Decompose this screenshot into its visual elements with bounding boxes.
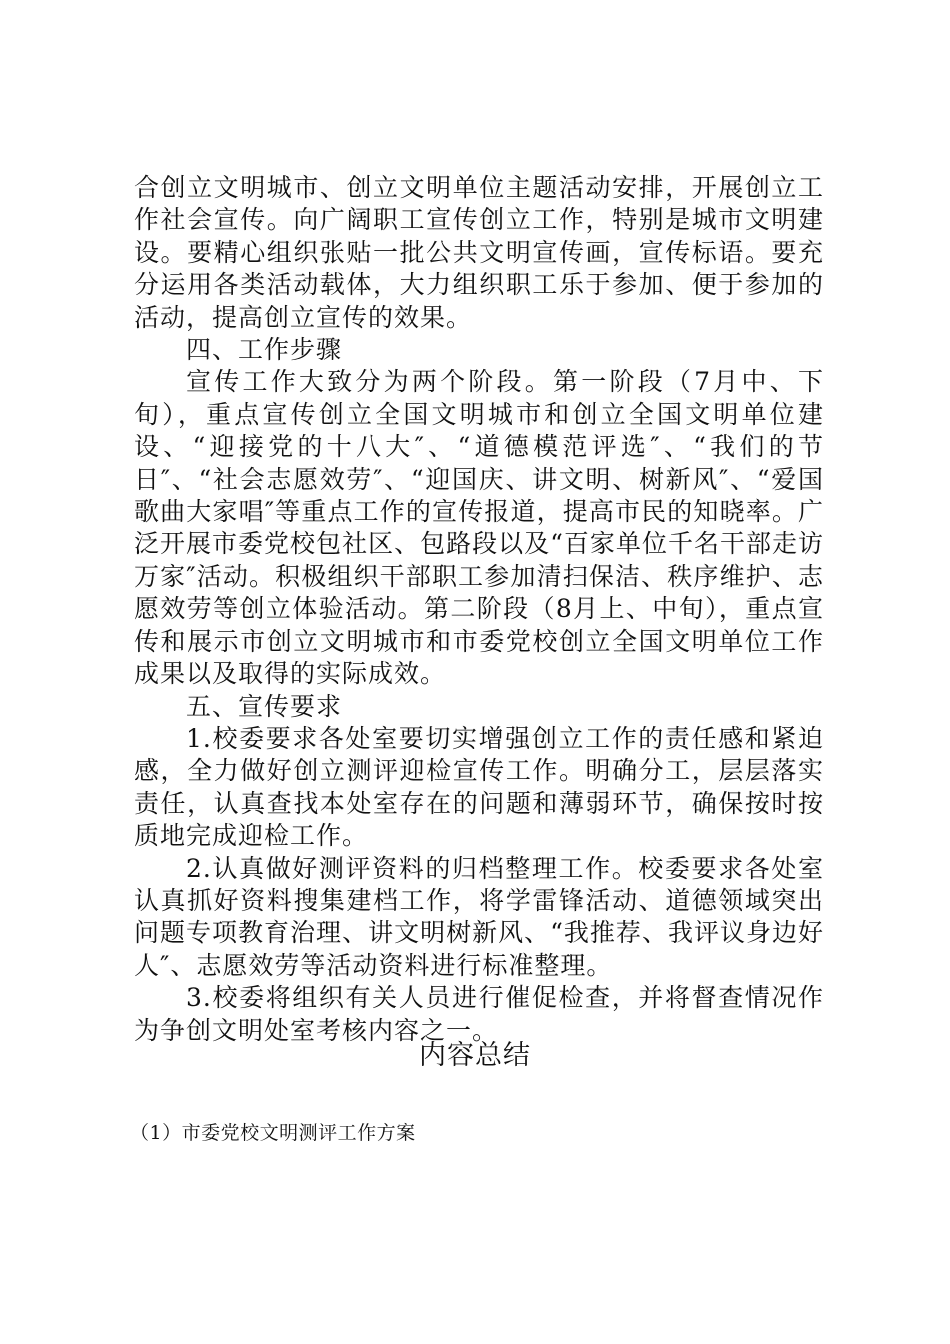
document-body xyxy=(134,172,824,1047)
requirement-item-2: 2.认真做好测评资料的归档整理工作。校委要求各处室认真抓好资料搜集建档工作，将学雷锋活动、道德领域突出问题专项教育治理、讲文明树新风、“我推荐、我评议身边好人″、志愿效劳等活动资料进行标准整理。 xyxy=(134,853,824,980)
section-heading-requirements: 五、宣传要求 xyxy=(186,691,343,721)
requirement-item-1: 1.校委要求各处室要切实增强创立工作的责任感和紧迫感，全力做好创立测评迎检宣传工作。明确分工，层层落实责任，认真查找本处室存在的问题和薄弱环节，确保按时按质地完成迎检工作。 xyxy=(134,723,824,851)
summary-title: 内容总结 xyxy=(419,1040,531,1071)
section-heading-work-steps: 四、工作步骤 xyxy=(186,335,343,365)
requirement-item-3: 3.校委将组织有关人员进行催促检查，并将督查情况作为争创文明处室考核内容之一。 xyxy=(134,983,824,1045)
summary-item-1: （1）市委党校文明测评工作方案 xyxy=(130,1122,416,1144)
paragraph-continued: 合创立文明城市、创立文明单位主题活动安排，开展创立工作社会宣传。向广阔职工宣传创立工作，特别是城市文明建设。要精心组织张贴一批公共文明宣传画，宣传标语。要充分运用各类活动载体，大力组织职工乐于参加、便于参加的活动，提高创立宣传的效果。 xyxy=(134,173,824,332)
paragraph-stages: 宣传工作大致分为两个阶段。第一阶段（7月中、下旬），重点宣传创立全国文明城市和创立全国文明单位建设、“迎接党的十八大″、“道德模范评选″、“我们的节日″、“社会志愿效劳″、“迎国庆、讲文明、树新风″、“爱国歌曲大家唱″等重点工作的宣传报道，提高市民的知晓率。广泛开展市委党校包社区、包路段以及“百家单位千名干部走访万家″活动。积极组织干部职工参加清扫保洁、秩序维护、志愿效劳等创立体验活动。第二阶段（8月上、中旬），重点宣传和展示市创立文明城市和市委党校创立全国文明单位工作成果以及取得的实际成效。 xyxy=(134,367,824,689)
